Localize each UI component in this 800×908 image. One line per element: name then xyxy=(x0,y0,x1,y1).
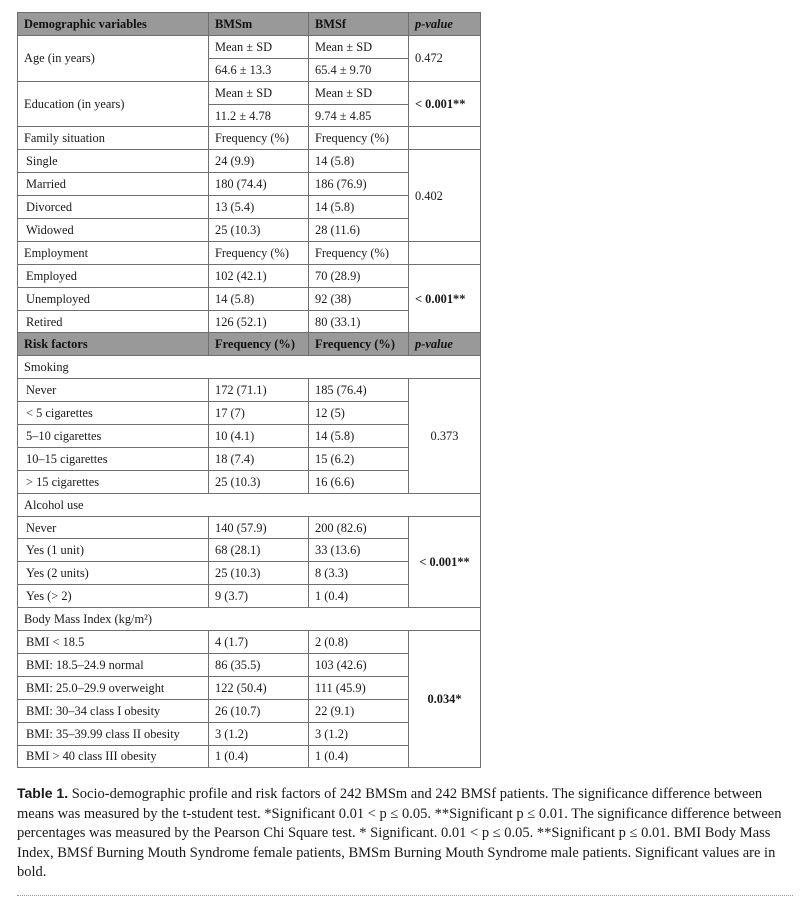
table-cell: 13 (5.4) xyxy=(209,196,309,219)
table-row xyxy=(18,631,481,654)
table-cell: Frequency (%) xyxy=(209,127,309,150)
row-label: Education (in years) xyxy=(18,81,209,127)
table-header-demographic xyxy=(18,13,481,36)
table-cell: 11.2 ± 4.78 xyxy=(209,104,309,127)
table-row xyxy=(18,356,481,379)
table-cell: 28 (11.6) xyxy=(309,219,409,242)
table-cell: 9 (3.7) xyxy=(209,585,309,608)
table-cell: 14 (5.8) xyxy=(309,150,409,173)
row-label: BMI < 18.5 xyxy=(18,631,209,654)
row-label: BMI: 35–39.99 class II obesity xyxy=(18,722,209,745)
p-value: < 0.001** xyxy=(409,264,481,333)
table-cell: Mean ± SD xyxy=(309,35,409,58)
table-row xyxy=(18,493,481,516)
table-cell: 185 (76.4) xyxy=(309,379,409,402)
table-cell: 18 (7.4) xyxy=(209,447,309,470)
row-label: Yes (2 units) xyxy=(18,562,209,585)
table-cell: 2 (0.8) xyxy=(309,631,409,654)
table-cell: Frequency (%) xyxy=(209,241,309,264)
table-cell: 9.74 ± 4.85 xyxy=(309,104,409,127)
table-cell: 14 (5.8) xyxy=(209,287,309,310)
row-label: Employed xyxy=(18,264,209,287)
table-cell: 26 (10.7) xyxy=(209,699,309,722)
header-cell: Demographic variables xyxy=(18,13,209,36)
row-label: Family situation xyxy=(18,127,209,150)
p-value: < 0.001** xyxy=(409,516,481,608)
row-label: Employment xyxy=(18,241,209,264)
header-cell: BMSm xyxy=(209,13,309,36)
p-value: 0.373 xyxy=(409,379,481,493)
table-row xyxy=(18,516,481,539)
header-cell: p-value xyxy=(409,333,481,356)
table-cell: 70 (28.9) xyxy=(309,264,409,287)
table-cell: 1 (0.4) xyxy=(309,745,409,768)
row-label: Unemployed xyxy=(18,287,209,310)
p-value: 0.034* xyxy=(409,631,481,768)
table-row xyxy=(18,127,481,150)
row-label: Yes (> 2) xyxy=(18,585,209,608)
table-cell: 80 (33.1) xyxy=(309,310,409,333)
table-row xyxy=(18,379,481,402)
caption-label: Table 1. xyxy=(17,785,69,801)
table-container xyxy=(17,12,480,768)
header-cell: Frequency (%) xyxy=(309,333,409,356)
table-cell: 140 (57.9) xyxy=(209,516,309,539)
table-cell: 200 (82.6) xyxy=(309,516,409,539)
table-cell: Frequency (%) xyxy=(309,241,409,264)
table-cell: 3 (1.2) xyxy=(209,722,309,745)
table-cell: 1 (0.4) xyxy=(209,745,309,768)
row-label: Divorced xyxy=(18,196,209,219)
table-cell: 14 (5.8) xyxy=(309,196,409,219)
table-cell: 86 (35.5) xyxy=(209,653,309,676)
table-cell: 12 (5) xyxy=(309,402,409,425)
table-cell: 111 (45.9) xyxy=(309,676,409,699)
row-label: > 15 cigarettes xyxy=(18,470,209,493)
table-cell: Mean ± SD xyxy=(209,81,309,104)
table-cell: 8 (3.3) xyxy=(309,562,409,585)
table-cell: Mean ± SD xyxy=(209,35,309,58)
table-cell xyxy=(409,127,481,150)
section-label: Body Mass Index (kg/m²) xyxy=(18,608,481,631)
row-label: Yes (1 unit) xyxy=(18,539,209,562)
table-cell: 14 (5.8) xyxy=(309,425,409,448)
row-label: 10–15 cigarettes xyxy=(18,447,209,470)
data-table xyxy=(17,12,481,768)
row-label: Never xyxy=(18,516,209,539)
table-header-risk xyxy=(18,333,481,356)
header-cell: Frequency (%) xyxy=(209,333,309,356)
row-label: 5–10 cigarettes xyxy=(18,425,209,448)
table-cell: 25 (10.3) xyxy=(209,562,309,585)
row-label: Single xyxy=(18,150,209,173)
table-cell: 25 (10.3) xyxy=(209,219,309,242)
table-cell: 126 (52.1) xyxy=(209,310,309,333)
p-value: 0.472 xyxy=(409,35,481,81)
table-cell: 10 (4.1) xyxy=(209,425,309,448)
row-label: BMI > 40 class III obesity xyxy=(18,745,209,768)
table-cell: 24 (9.9) xyxy=(209,150,309,173)
table-row xyxy=(18,241,481,264)
header-cell: p-value xyxy=(409,13,481,36)
table-row xyxy=(18,264,481,287)
table-cell: Frequency (%) xyxy=(309,127,409,150)
table-cell: 65.4 ± 9.70 xyxy=(309,58,409,81)
table-cell: 64.6 ± 13.3 xyxy=(209,58,309,81)
table-cell: 180 (74.4) xyxy=(209,173,309,196)
table-cell: 102 (42.1) xyxy=(209,264,309,287)
table-caption xyxy=(17,784,793,883)
section-label: Alcohol use xyxy=(18,493,481,516)
table-cell: 16 (6.6) xyxy=(309,470,409,493)
table-cell: 122 (50.4) xyxy=(209,676,309,699)
table-cell: 92 (38) xyxy=(309,287,409,310)
table-row xyxy=(18,150,481,173)
dotted-divider xyxy=(17,895,793,896)
caption-text: Socio-demographic profile and risk factors of 242 BMSm and 242 BMSf patients. The significance difference between means was measured by the t-student test. *Significant 0.01 < p ≤ 0.05. **Significant p ≤ 0.01. The significance difference between percentages was measured by the Pearson Chi Square test. * Significant. 0.01 < p ≤ 0.05. **Significant p ≤ 0.01. BMI Body Mass Index, BMSf Burning Mouth Syndrome female patients, BMSm Burning Mouth Syndrome male patients. Significant values are in bold. xyxy=(17,786,782,880)
table-cell: 17 (7) xyxy=(209,402,309,425)
table-row xyxy=(18,608,481,631)
table-cell: 25 (10.3) xyxy=(209,470,309,493)
table-row xyxy=(18,81,481,104)
p-value: 0.402 xyxy=(409,150,481,242)
table-cell: 103 (42.6) xyxy=(309,653,409,676)
row-label: < 5 cigarettes xyxy=(18,402,209,425)
header-cell: Risk factors xyxy=(18,333,209,356)
table-cell: 1 (0.4) xyxy=(309,585,409,608)
table-cell: 33 (13.6) xyxy=(309,539,409,562)
table-cell xyxy=(409,241,481,264)
row-label: Age (in years) xyxy=(18,35,209,81)
row-label: Widowed xyxy=(18,219,209,242)
table-cell: Mean ± SD xyxy=(309,81,409,104)
row-label: BMI: 18.5–24.9 normal xyxy=(18,653,209,676)
p-value: < 0.001** xyxy=(409,81,481,127)
table-cell: 15 (6.2) xyxy=(309,447,409,470)
row-label: BMI: 30–34 class I obesity xyxy=(18,699,209,722)
row-label: BMI: 25.0–29.9 overweight xyxy=(18,676,209,699)
table-cell: 68 (28.1) xyxy=(209,539,309,562)
table-cell: 4 (1.7) xyxy=(209,631,309,654)
section-label: Smoking xyxy=(18,356,481,379)
table-cell: 22 (9.1) xyxy=(309,699,409,722)
row-label: Never xyxy=(18,379,209,402)
header-cell: BMSf xyxy=(309,13,409,36)
row-label: Retired xyxy=(18,310,209,333)
table-row xyxy=(18,35,481,58)
table-cell: 172 (71.1) xyxy=(209,379,309,402)
row-label: Married xyxy=(18,173,209,196)
table-cell: 186 (76.9) xyxy=(309,173,409,196)
table-cell: 3 (1.2) xyxy=(309,722,409,745)
